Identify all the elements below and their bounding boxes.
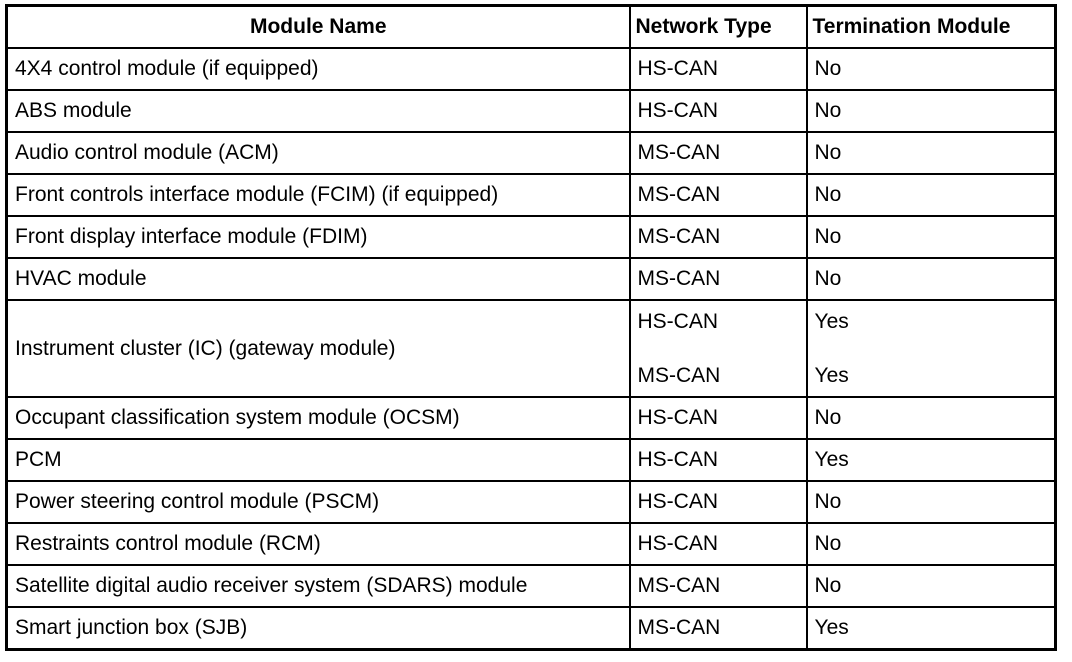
termination-cell: No [807, 132, 1056, 174]
network-type-cell: MS-CAN [630, 174, 807, 216]
network-type-ms: MS-CAN [637, 363, 721, 387]
table-row [7, 300, 1056, 397]
termination-cell: Yes [807, 439, 1056, 481]
table-row [7, 397, 1056, 439]
module-name-cell: Occupant classification system module (OCSM) [7, 397, 630, 439]
header-module-name: Module Name [7, 6, 630, 49]
network-type-hs: HS-CAN [637, 309, 719, 333]
table-row [7, 523, 1056, 565]
table-row [7, 132, 1056, 174]
termination-cell: No [807, 48, 1056, 90]
network-type-cell: HS-CAN [630, 439, 807, 481]
table-row [7, 48, 1056, 90]
module-name-cell: Satellite digital audio receiver system (SDARS) module [7, 565, 630, 607]
module-name-cell: 4X4 control module (if equipped) [7, 48, 630, 90]
network-type-cell: HS-CAN [630, 90, 807, 132]
termination-cell: No [807, 90, 1056, 132]
termination-cell: No [807, 174, 1056, 216]
module-name-cell: Restraints control module (RCM) [7, 523, 630, 565]
termination-cell: Yes [807, 607, 1056, 650]
header-network-type: Network Type [630, 6, 807, 49]
network-type-cell: HS-CAN [630, 523, 807, 565]
module-name-cell: Audio control module (ACM) [7, 132, 630, 174]
table-row [7, 174, 1056, 216]
module-name-cell: Smart junction box (SJB) [7, 607, 630, 650]
termination-cell: No [807, 258, 1056, 300]
table-row [7, 565, 1056, 607]
termination-ms: Yes [814, 363, 849, 387]
module-network-table [5, 4, 1057, 651]
table-row [7, 258, 1056, 300]
termination-cell: No [807, 481, 1056, 523]
table-row [7, 439, 1056, 481]
network-type-cell: MS-CAN [630, 607, 807, 650]
network-type-cell: HS-CAN [630, 397, 807, 439]
termination-cell: No [807, 565, 1056, 607]
network-type-cell: MS-CAN [630, 216, 807, 258]
table-row [7, 216, 1056, 258]
table-row [7, 481, 1056, 523]
network-type-cell: MS-CAN [630, 132, 807, 174]
termination-cell: No [807, 523, 1056, 565]
network-type-cell [630, 300, 807, 397]
module-name-cell: Power steering control module (PSCM) [7, 481, 630, 523]
network-type-cell: MS-CAN [630, 258, 807, 300]
module-name-cell: PCM [7, 439, 630, 481]
module-name-cell: Front display interface module (FDIM) [7, 216, 630, 258]
module-name-cell: HVAC module [7, 258, 630, 300]
table-row [7, 90, 1056, 132]
network-type-cell: MS-CAN [630, 565, 807, 607]
header-termination-module: Termination Module [807, 6, 1056, 49]
termination-hs: Yes [814, 309, 849, 333]
table-header-row [7, 6, 1056, 49]
table-row [7, 607, 1056, 650]
network-type-cell: HS-CAN [630, 481, 807, 523]
termination-cell: No [807, 216, 1056, 258]
network-type-cell: HS-CAN [630, 48, 807, 90]
termination-cell: No [807, 397, 1056, 439]
module-name-cell: Instrument cluster (IC) (gateway module) [7, 300, 630, 397]
module-name-cell: Front controls interface module (FCIM) (if equipped) [7, 174, 630, 216]
termination-cell [807, 300, 1056, 397]
module-name-cell: ABS module [7, 90, 630, 132]
